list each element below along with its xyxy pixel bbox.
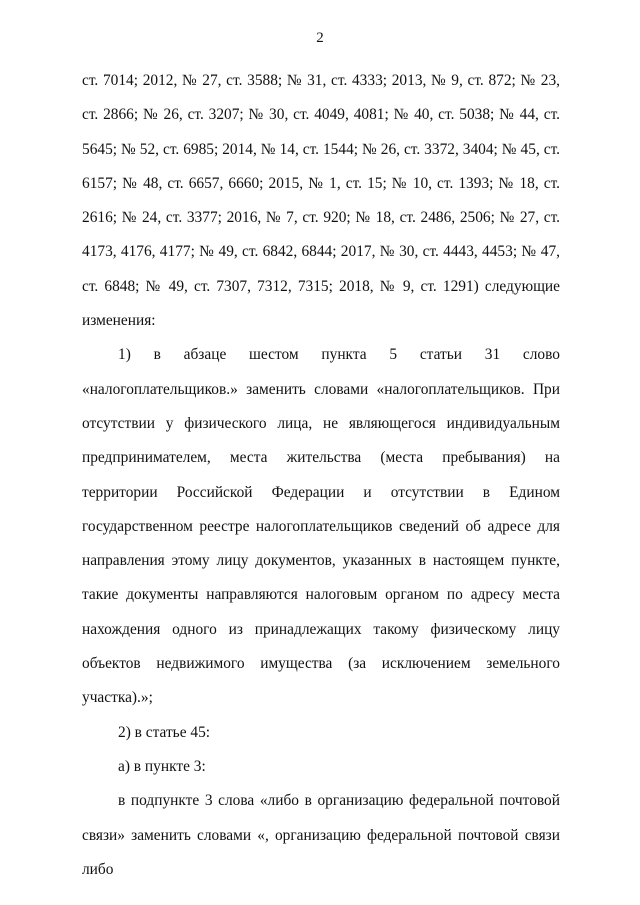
document-body [82, 64, 560, 887]
paragraph-subitem-3: в подпункте 3 слова «либо в организацию федеральной почтовой связи» заменить словами «, организацию федеральной почтовой связи либо [82, 792, 560, 878]
page-number: 2 [316, 30, 324, 46]
paragraph-item-2a: а) в пункте 3: [118, 757, 206, 775]
paragraph-item-1: 1) в абзаце шестом пункта 5 статьи 31 слово «налогоплательщиков.» заменить словами «налогоплательщиков. При отсутствии у физического лица, не являющегося индивидуальным предпринимателем, места жительства (места пребывания) на территории Российской Федерации и отсутствии в Едином государственном реестре налогоплательщиков сведений об адресе для направления этому лицу документов, указанных в настоящем пункте, такие документы направляются налоговым органом по адресу места нахождения одного из принадлежащих такому физическому лицу объектов недвижимого имущества (за исключением земельного участка).»; [82, 346, 560, 707]
paragraph-citations: ст. 7014; 2012, № 27, ст. 3588; № 31, ст. 4333; 2013, № 9, ст. 872; № 23, ст. 2866; № 26, ст. 3207; № 30, ст. 4049, 4081; № 40, ст. 5038; № 44, ст. 5645; № 52, ст. 6985; 2014, № 14, ст. 1544; № 26, ст. 3372, 3404; № 45, ст. 6157; № 48, ст. 6657, 6660; 2015, № 1, ст. 15; № 10, ст. 1393; № 18, ст. 2616; № 24, ст. 3377; 2016, № 7, ст. 920; № 18, ст. 2486, 2506; № 27, ст. 4173, 4176, 4177; № 49, ст. 6842, 6844; 2017, № 30, ст. 4443, 4453; № 47, ст. 6848; № 49, ст. 7307, 7312, 7315; 2018, № 9, ст. 1291) следующие изменения: [82, 72, 560, 330]
paragraph-item-2: 2) в статье 45: [118, 723, 211, 741]
